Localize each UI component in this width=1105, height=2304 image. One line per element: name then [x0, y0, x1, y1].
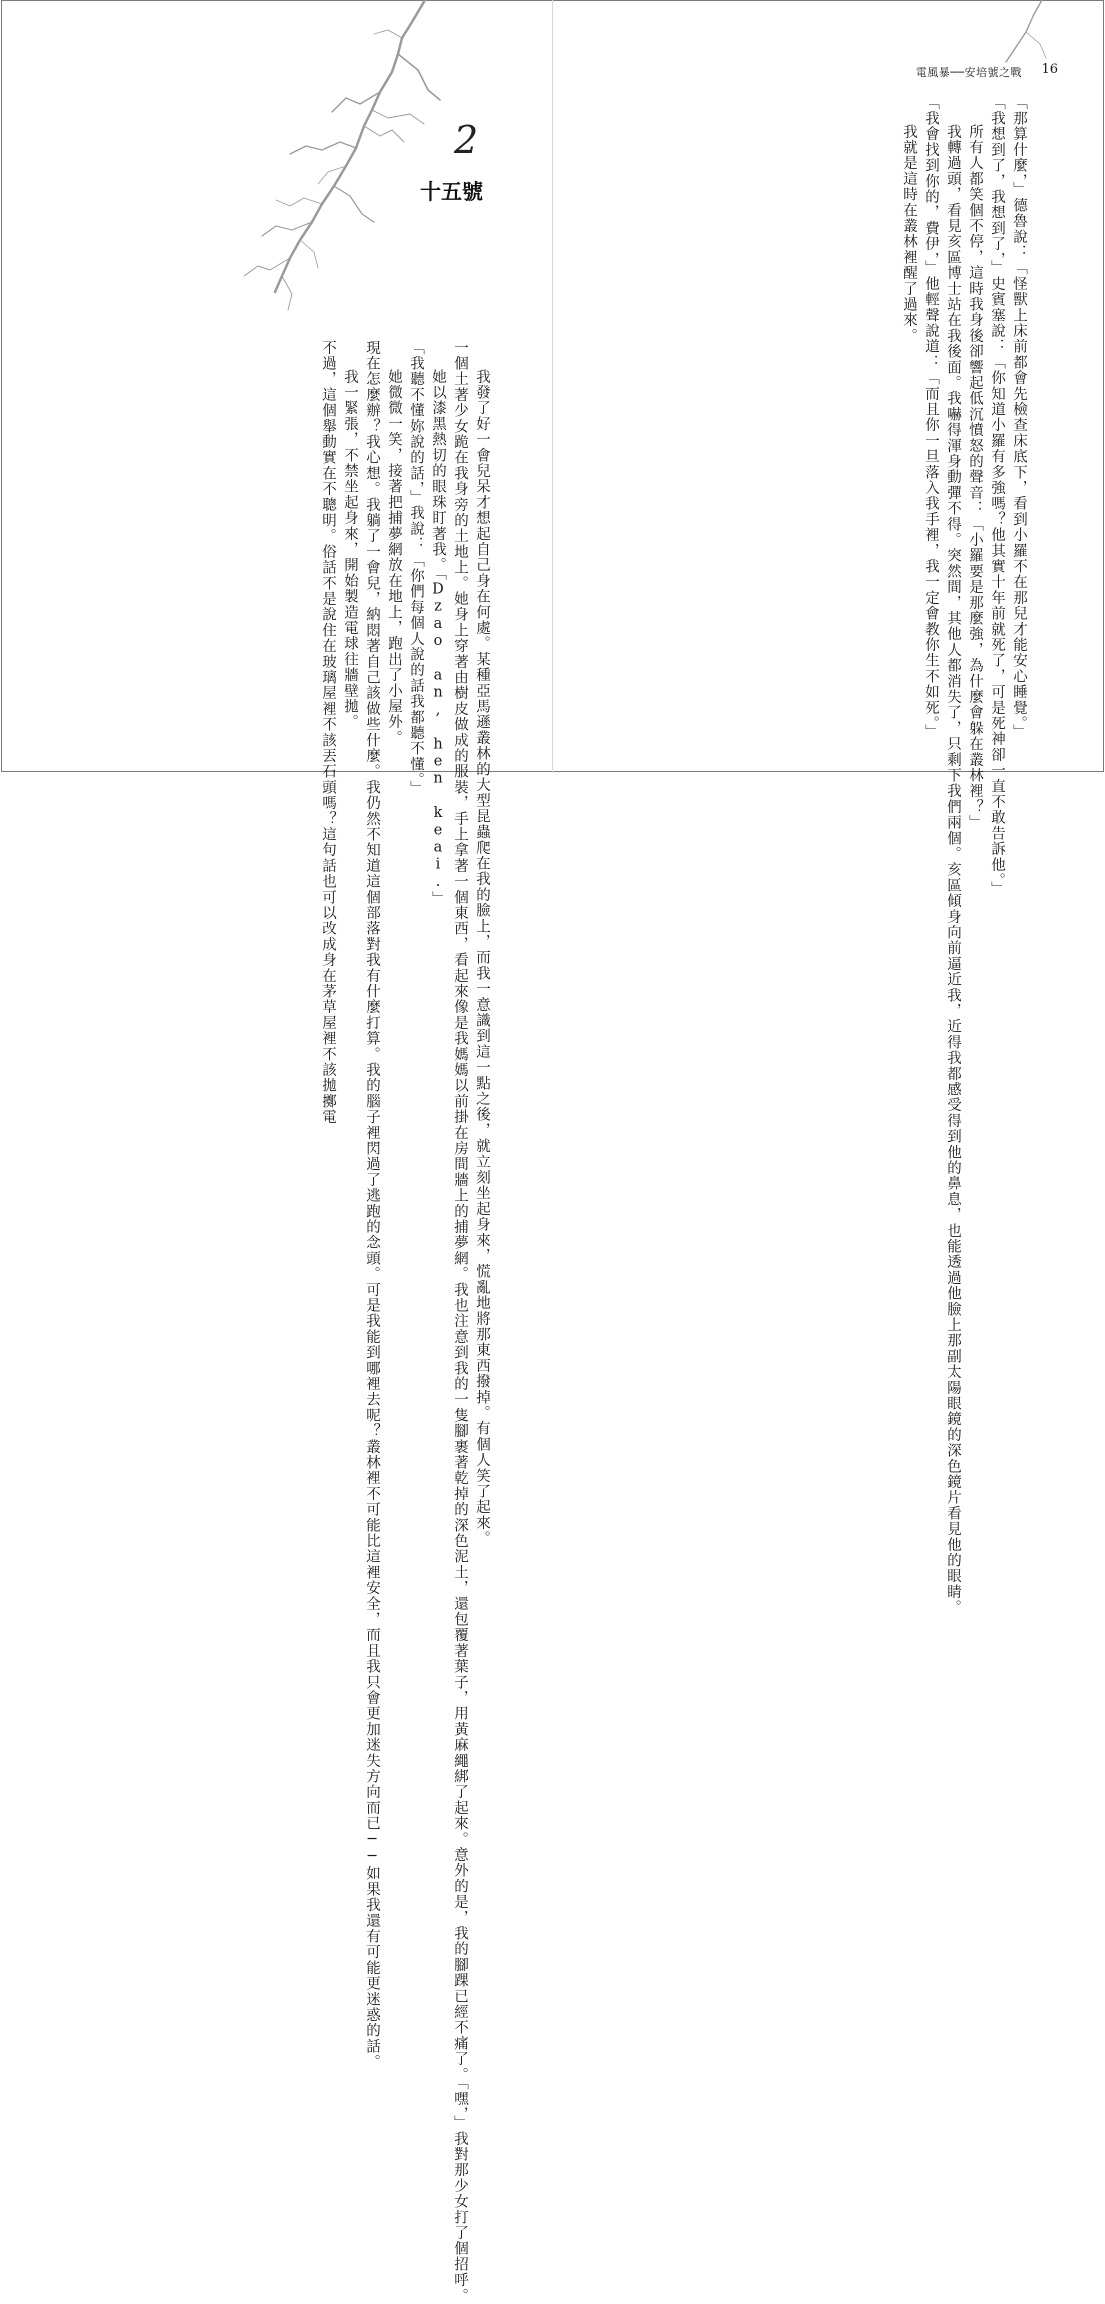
- bolt-branch-3: [290, 142, 356, 154]
- paragraph: 我一緊張，不禁坐起身來，開始製造電球往牆壁拋。: [342, 369, 358, 731]
- bolt-branch-10: [374, 30, 402, 38]
- bolt-branch-11: [276, 198, 322, 206]
- paragraph: 「我聽不懂妳說的話，」我說：「你們每個人說的話我都聽不懂。」: [408, 340, 424, 797]
- paragraph: 我發了好一會兒呆才想起自己身在何處。某種亞馬遜叢林的大型昆蟲爬在我的臉上，而我一意識到這一點之後，就立刻坐起身來，慌亂地將那東西撥掉。有個人笑了起來。: [474, 369, 490, 1547]
- paragraph: 我就是這時在叢林裡醒了過來。: [901, 124, 917, 344]
- right-page-text: [830, 95, 1030, 1616]
- bolt-branch-13: [372, 110, 424, 124]
- bolt-branch-8: [282, 276, 292, 310]
- paragraph: 一個土著少女跪在我身旁的土地上。她身上穿著由樹皮做成的服裝，手上拿著一個東西，看起來像是我媽媽以前掛在房間牆上的捕夢網。我也注意到我的一隻腳裹著乾掉的深色泥土，還包覆著葉子，用黃麻繩綁了起來。意外的是，我的腳踝已經不痛了。「嘿，」我對那少女打了個招呼。: [452, 340, 468, 2304]
- paragraph: 她微微一笑，接著把捕夢網放在地上，跑出了小屋外。: [386, 369, 402, 746]
- paragraph: 她以漆黑熱切的眼珠盯著我。「Dzao an, hen keai.」: [430, 369, 446, 907]
- bolt-right-edge: [1006, 0, 1042, 62]
- paragraph: 我轉過頭，看見亥區博士站在我後面。我嚇得渾身動彈不得。突然間，其他人都消失了，只剩下我們兩個。亥區傾身向前逼近我，近得我都感受得到他的鼻息，也能透過他臉上那副太陽眼鏡的深色鏡片看見他的眼睛。: [945, 124, 961, 1616]
- paragraph: 「那算什麼，」德魯說：「怪獸上床前都會先檢查床底下，看到小羅不在那兒才能安心睡覺。」: [1011, 95, 1027, 740]
- bolt-right-edge-branch: [1026, 32, 1046, 58]
- bolt-branch-4: [334, 186, 374, 222]
- left-page-text: [268, 340, 493, 2304]
- page-number: 16: [1041, 62, 1058, 77]
- bolt-branch-1: [398, 54, 440, 100]
- chapter-number: 2: [454, 118, 479, 162]
- paragraph: 所有人都笑個不停，這時我身後卻響起低沉憤怒的聲音：「小羅要是那麼強，為什麼會躲在叢林裡？」: [967, 124, 983, 831]
- running-header: [908, 62, 1058, 82]
- bolt-branch-7: [364, 126, 404, 142]
- paragraph: 「我會找到你的，費伊，」他輕聲說道：「而且你一旦落入我手裡，我一定會教你生不如死。」: [923, 95, 939, 740]
- chapter-title: 十五號: [420, 180, 483, 204]
- book-title: 電風暴──安培號之戰: [915, 66, 1022, 79]
- paragraph: 不過，這個舉動實在不聰明。俗話不是說住在玻璃屋裡不該丟石頭嗎？這句話也可以改成身在茅草屋裡不該拋擲電: [320, 340, 336, 1125]
- bolt-branch-12: [300, 240, 318, 268]
- paragraph: 「我想到了，我想到了，」史賓塞說：「你知道小羅有多強嗎？他其實十年前就死了，可是死神卻一直不敢告訴他。」: [989, 95, 1005, 897]
- paragraph: 現在怎麼辦？我心想。我躺了一會兒，納悶著自己該做些什麼。我仍然不知道這個部落對我有什麼打算。我的腦子裡閃過了逃跑的念頭。可是我能到哪裡去呢？叢林裡不可能比這裡安全，而且我只會更加迷失方向而已──如果我還有可能更迷惑的話。: [364, 340, 380, 2070]
